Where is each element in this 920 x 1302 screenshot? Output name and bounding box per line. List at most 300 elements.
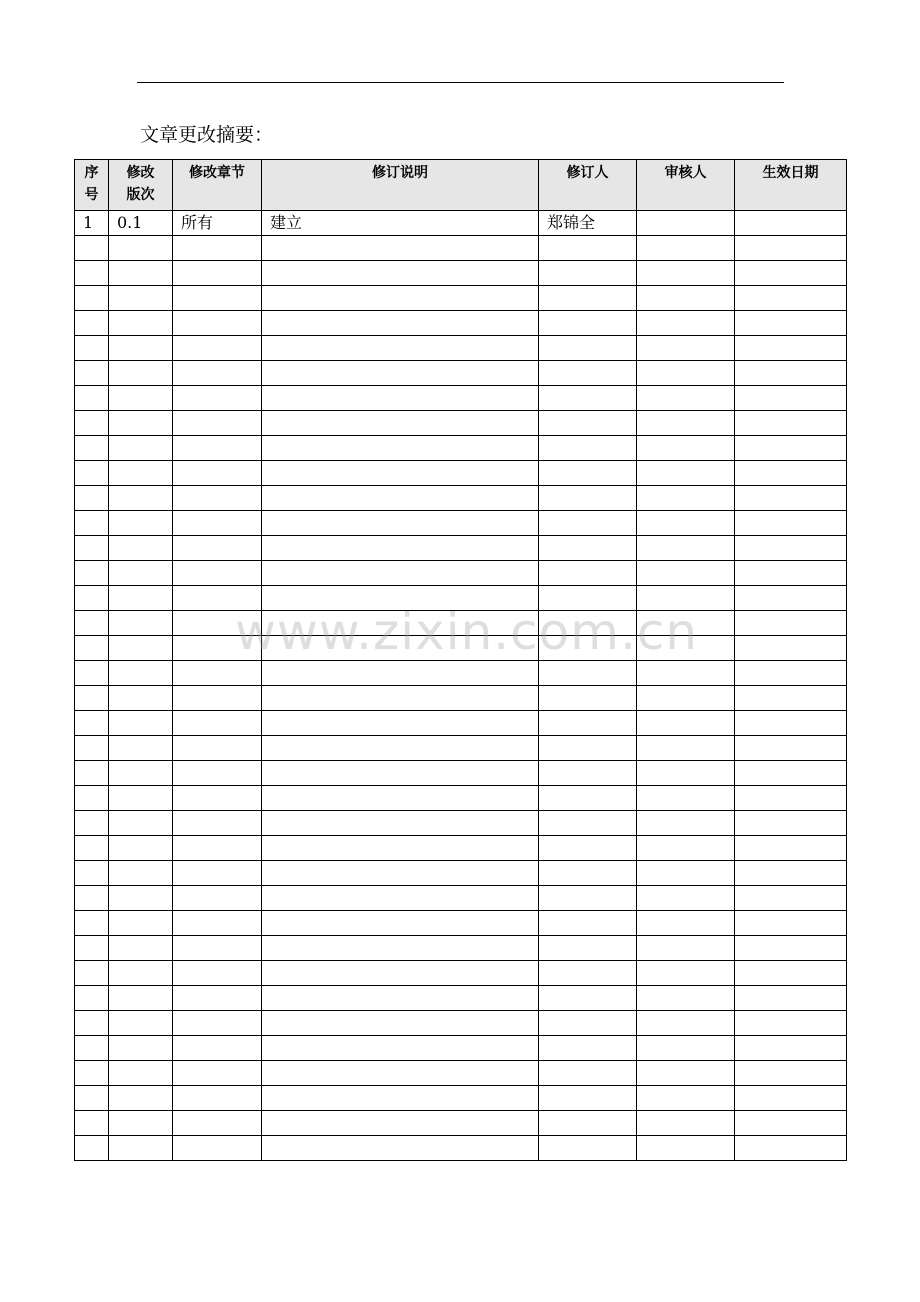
cell-effective-date [735, 661, 847, 686]
cell-reviser [539, 261, 637, 286]
cell-section [173, 861, 262, 886]
cell-seq [75, 336, 109, 361]
cell-reviewer [637, 461, 735, 486]
cell-section [173, 636, 262, 661]
cell-section [173, 236, 262, 261]
cell-reviewer [637, 211, 735, 236]
cell-reviewer [637, 836, 735, 861]
cell-description [262, 1036, 539, 1061]
cell-reviewer [637, 1011, 735, 1036]
cell-effective-date [735, 361, 847, 386]
header-reviewer [637, 160, 735, 211]
cell-seq [75, 411, 109, 436]
cell-seq [75, 661, 109, 686]
cell-effective-date [735, 1136, 847, 1161]
cell-section [173, 686, 262, 711]
table-row [75, 1136, 847, 1161]
cell-seq [75, 461, 109, 486]
cell-reviser [539, 1111, 637, 1136]
cell-seq: 1 [75, 211, 109, 236]
cell-reviewer [637, 236, 735, 261]
cell-version [109, 1061, 173, 1086]
cell-reviewer [637, 786, 735, 811]
cell-reviser [539, 586, 637, 611]
table-row [75, 211, 847, 236]
table-row [75, 686, 847, 711]
cell-section [173, 361, 262, 386]
table-row [75, 436, 847, 461]
cell-description [262, 536, 539, 561]
cell-version [109, 711, 173, 736]
cell-description [262, 561, 539, 586]
cell-section [173, 461, 262, 486]
cell-effective-date [735, 961, 847, 986]
cell-section [173, 1061, 262, 1086]
table-row [75, 711, 847, 736]
cell-seq [75, 611, 109, 636]
cell-effective-date [735, 611, 847, 636]
cell-seq [75, 536, 109, 561]
cell-reviser [539, 386, 637, 411]
cell-reviser [539, 911, 637, 936]
table-row [75, 461, 847, 486]
cell-section [173, 1011, 262, 1036]
cell-description [262, 811, 539, 836]
cell-seq [75, 936, 109, 961]
cell-section [173, 1036, 262, 1061]
table-row [75, 1011, 847, 1036]
cell-reviser [539, 236, 637, 261]
header-seq [75, 160, 109, 211]
cell-version [109, 611, 173, 636]
cell-description [262, 736, 539, 761]
cell-seq [75, 686, 109, 711]
cell-description [262, 461, 539, 486]
cell-section [173, 511, 262, 536]
cell-seq [75, 1061, 109, 1086]
header-description-label: 修订说明 [372, 165, 428, 181]
cell-section [173, 1086, 262, 1111]
cell-seq [75, 836, 109, 861]
cell-reviser [539, 786, 637, 811]
table-row [75, 661, 847, 686]
cell-effective-date [735, 986, 847, 1011]
table-row [75, 386, 847, 411]
cell-reviewer [637, 1136, 735, 1161]
cell-seq [75, 886, 109, 911]
cell-reviser [539, 1086, 637, 1111]
cell-reviser [539, 461, 637, 486]
cell-reviser [539, 761, 637, 786]
cell-reviser [539, 511, 637, 536]
cell-reviewer [637, 711, 735, 736]
cell-reviser [539, 961, 637, 986]
cell-reviewer [637, 286, 735, 311]
cell-description [262, 836, 539, 861]
table-row [75, 886, 847, 911]
revision-table [74, 159, 847, 1161]
table-row [75, 561, 847, 586]
cell-description: 建立 [262, 211, 539, 236]
cell-seq [75, 1036, 109, 1061]
cell-seq [75, 286, 109, 311]
cell-reviewer [637, 386, 735, 411]
cell-section [173, 811, 262, 836]
cell-seq [75, 1011, 109, 1036]
cell-description [262, 686, 539, 711]
cell-seq [75, 386, 109, 411]
table-body [75, 211, 847, 1161]
cell-reviser [539, 636, 637, 661]
cell-effective-date [735, 586, 847, 611]
cell-effective-date [735, 886, 847, 911]
cell-description [262, 711, 539, 736]
cell-effective-date [735, 511, 847, 536]
cell-description [262, 886, 539, 911]
cell-effective-date [735, 561, 847, 586]
cell-reviser [539, 1036, 637, 1061]
cell-description [262, 1111, 539, 1136]
cell-seq [75, 261, 109, 286]
cell-reviser [539, 661, 637, 686]
table-row [75, 861, 847, 886]
cell-reviser [539, 611, 637, 636]
cell-effective-date [735, 311, 847, 336]
cell-seq [75, 1111, 109, 1136]
cell-description [262, 636, 539, 661]
header-version-line1: 修改 [126, 165, 155, 181]
cell-seq [75, 436, 109, 461]
cell-reviser [539, 486, 637, 511]
cell-reviewer [637, 436, 735, 461]
cell-section [173, 611, 262, 636]
cell-reviewer [637, 911, 735, 936]
table-header-row [75, 160, 847, 211]
cell-seq [75, 486, 109, 511]
table-row [75, 836, 847, 861]
cell-version [109, 661, 173, 686]
cell-seq [75, 811, 109, 836]
cell-section [173, 886, 262, 911]
cell-seq [75, 236, 109, 261]
header-effective-date-label: 生效日期 [762, 165, 819, 181]
cell-effective-date [735, 536, 847, 561]
cell-reviewer [637, 936, 735, 961]
header-description [262, 160, 539, 211]
table-row [75, 536, 847, 561]
cell-section [173, 936, 262, 961]
cell-reviewer [637, 961, 735, 986]
cell-reviewer [637, 686, 735, 711]
cell-version [109, 261, 173, 286]
cell-reviewer [637, 511, 735, 536]
table-row [75, 311, 847, 336]
cell-version [109, 286, 173, 311]
cell-seq [75, 1086, 109, 1111]
cell-seq [75, 561, 109, 586]
cell-reviser [539, 861, 637, 886]
cell-effective-date [735, 811, 847, 836]
cell-section [173, 386, 262, 411]
cell-reviewer [637, 561, 735, 586]
cell-version [109, 911, 173, 936]
cell-version [109, 511, 173, 536]
table-row [75, 411, 847, 436]
cell-description [262, 261, 539, 286]
cell-version [109, 761, 173, 786]
cell-description [262, 436, 539, 461]
cell-seq [75, 511, 109, 536]
cell-section [173, 1111, 262, 1136]
cell-version [109, 461, 173, 486]
cell-reviser [539, 886, 637, 911]
cell-description [262, 936, 539, 961]
cell-section [173, 561, 262, 586]
cell-description [262, 1011, 539, 1036]
table-row [75, 911, 847, 936]
cell-version [109, 1036, 173, 1061]
cell-reviewer [637, 1061, 735, 1086]
cell-version [109, 811, 173, 836]
cell-effective-date [735, 436, 847, 461]
page-title: 文章更改摘要： [140, 124, 274, 146]
cell-section [173, 486, 262, 511]
cell-description [262, 761, 539, 786]
cell-description [262, 486, 539, 511]
cell-section [173, 536, 262, 561]
header-reviewer-label: 审核人 [664, 165, 707, 181]
cell-effective-date [735, 836, 847, 861]
cell-section [173, 286, 262, 311]
cell-reviser [539, 811, 637, 836]
table-row [75, 636, 847, 661]
cell-version [109, 1136, 173, 1161]
cell-effective-date [735, 386, 847, 411]
table-row [75, 1061, 847, 1086]
cell-reviewer [637, 736, 735, 761]
cell-reviewer [637, 261, 735, 286]
table-row [75, 286, 847, 311]
cell-section [173, 336, 262, 361]
cell-effective-date [735, 686, 847, 711]
cell-description [262, 361, 539, 386]
cell-reviewer [637, 611, 735, 636]
table-row [75, 486, 847, 511]
cell-seq [75, 861, 109, 886]
table-row [75, 586, 847, 611]
cell-version [109, 686, 173, 711]
cell-seq [75, 636, 109, 661]
cell-version [109, 486, 173, 511]
cell-description [262, 586, 539, 611]
cell-version [109, 836, 173, 861]
cell-effective-date [735, 1061, 847, 1086]
header-seq-line1: 序 [84, 165, 99, 181]
header-version [109, 160, 173, 211]
cell-reviewer [637, 311, 735, 336]
cell-version [109, 561, 173, 586]
cell-seq [75, 961, 109, 986]
table-row [75, 1036, 847, 1061]
cell-description [262, 236, 539, 261]
cell-seq [75, 986, 109, 1011]
cell-version [109, 886, 173, 911]
cell-description [262, 861, 539, 886]
cell-reviewer [637, 636, 735, 661]
table-row [75, 1111, 847, 1136]
cell-reviser [539, 936, 637, 961]
cell-effective-date [735, 936, 847, 961]
table-row [75, 736, 847, 761]
cell-version [109, 786, 173, 811]
cell-effective-date [735, 711, 847, 736]
cell-reviser [539, 436, 637, 461]
cell-description [262, 411, 539, 436]
cell-version [109, 586, 173, 611]
cell-version: 0.1 [109, 211, 173, 236]
cell-effective-date [735, 786, 847, 811]
cell-seq [75, 736, 109, 761]
cell-effective-date [735, 636, 847, 661]
cell-description [262, 911, 539, 936]
header-effective-date [735, 160, 847, 211]
cell-seq [75, 361, 109, 386]
cell-version [109, 936, 173, 961]
table-row [75, 1086, 847, 1111]
cell-section [173, 711, 262, 736]
cell-version [109, 1111, 173, 1136]
cell-reviewer [637, 1086, 735, 1111]
cell-version [109, 436, 173, 461]
cell-description [262, 1061, 539, 1086]
cell-section [173, 261, 262, 286]
cell-effective-date [735, 236, 847, 261]
cell-version [109, 361, 173, 386]
cell-effective-date [735, 286, 847, 311]
cell-reviewer [637, 486, 735, 511]
cell-description [262, 1086, 539, 1111]
cell-section [173, 436, 262, 461]
cell-reviewer [637, 536, 735, 561]
cell-effective-date [735, 461, 847, 486]
cell-version [109, 536, 173, 561]
cell-reviewer [637, 1036, 735, 1061]
cell-reviser [539, 1061, 637, 1086]
table-row [75, 986, 847, 1011]
cell-seq [75, 911, 109, 936]
cell-reviewer [637, 411, 735, 436]
cell-section [173, 761, 262, 786]
cell-version [109, 636, 173, 661]
cell-description [262, 336, 539, 361]
cell-seq [75, 1136, 109, 1161]
cell-section [173, 1136, 262, 1161]
watermark-text: www.zixin.com.cn [235, 603, 699, 661]
cell-reviser [539, 736, 637, 761]
cell-description [262, 611, 539, 636]
cell-version [109, 861, 173, 886]
table-row [75, 511, 847, 536]
table-row [75, 961, 847, 986]
table-row [75, 936, 847, 961]
cell-effective-date [735, 411, 847, 436]
cell-version [109, 736, 173, 761]
cell-version [109, 411, 173, 436]
table-row [75, 611, 847, 636]
cell-reviewer [637, 586, 735, 611]
table-row [75, 261, 847, 286]
cell-reviewer [637, 861, 735, 886]
cell-description [262, 986, 539, 1011]
cell-description [262, 1136, 539, 1161]
cell-effective-date [735, 861, 847, 886]
header-seq-line2: 号 [84, 187, 99, 203]
cell-section [173, 786, 262, 811]
cell-description [262, 286, 539, 311]
cell-reviewer [637, 361, 735, 386]
cell-reviser [539, 686, 637, 711]
header-reviser [539, 160, 637, 211]
cell-description [262, 386, 539, 411]
cell-reviewer [637, 1111, 735, 1136]
cell-description [262, 511, 539, 536]
cell-section [173, 736, 262, 761]
cell-seq [75, 711, 109, 736]
table-row [75, 811, 847, 836]
cell-reviser [539, 536, 637, 561]
header-reviser-label: 修订人 [566, 165, 609, 181]
cell-section [173, 411, 262, 436]
cell-effective-date [735, 211, 847, 236]
cell-reviser [539, 986, 637, 1011]
cell-effective-date [735, 1011, 847, 1036]
cell-version [109, 1011, 173, 1036]
table-row [75, 336, 847, 361]
cell-version [109, 986, 173, 1011]
table-row [75, 236, 847, 261]
header-version-line2: 版次 [126, 187, 155, 203]
cell-description [262, 311, 539, 336]
cell-effective-date [735, 336, 847, 361]
cell-seq [75, 786, 109, 811]
cell-version [109, 336, 173, 361]
cell-version [109, 236, 173, 261]
cell-reviewer [637, 336, 735, 361]
cell-reviewer [637, 886, 735, 911]
cell-effective-date [735, 761, 847, 786]
cell-reviewer [637, 661, 735, 686]
cell-description [262, 786, 539, 811]
table-row [75, 761, 847, 786]
cell-effective-date [735, 261, 847, 286]
cell-version [109, 1086, 173, 1111]
cell-reviewer [637, 761, 735, 786]
cell-seq [75, 586, 109, 611]
cell-description [262, 661, 539, 686]
cell-reviewer [637, 986, 735, 1011]
cell-section [173, 961, 262, 986]
cell-effective-date [735, 1086, 847, 1111]
cell-reviser [539, 1136, 637, 1161]
cell-effective-date [735, 486, 847, 511]
cell-reviser: 郑锦全 [539, 211, 637, 236]
cell-reviser [539, 1011, 637, 1036]
cell-effective-date [735, 1111, 847, 1136]
table-row [75, 361, 847, 386]
cell-reviser [539, 336, 637, 361]
cell-section [173, 836, 262, 861]
cell-reviser [539, 286, 637, 311]
